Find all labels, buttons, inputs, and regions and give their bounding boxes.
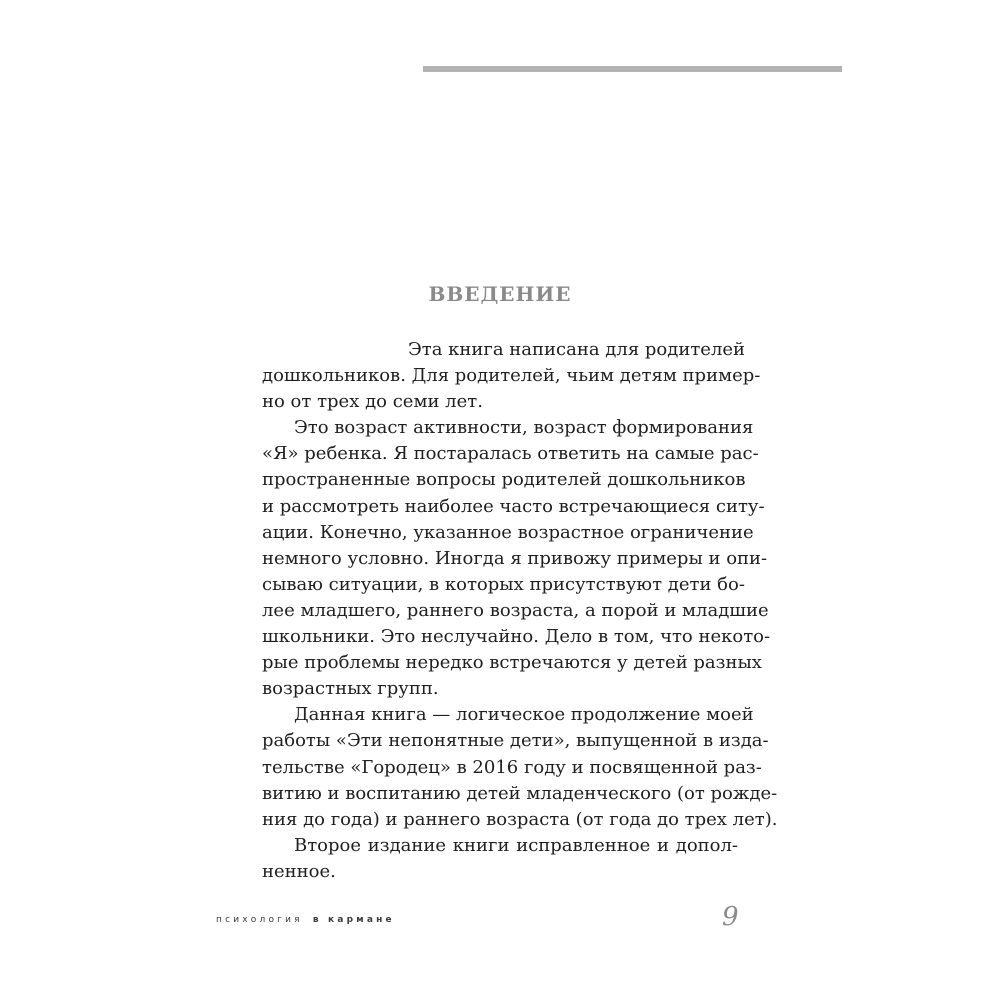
- chapter-heading: ВВЕДЕНИЕ: [428, 282, 572, 306]
- text-line: возрастных групп.: [262, 678, 439, 700]
- text-line: немного условно. Иногда я привожу примеры и опи-: [262, 547, 768, 569]
- text-line: рые проблемы нередко встречаются у детей разных: [262, 652, 762, 674]
- series-title: [216, 915, 395, 925]
- text-line: лее младшего, раннего возраста, а порой и младшие: [262, 599, 769, 621]
- chapter-body: [262, 337, 778, 885]
- text-line: ния до года) и раннего возраста (от года до трех лет).: [262, 808, 778, 830]
- series-title-regular: психология: [216, 915, 303, 925]
- text-line: тельстве «Городец» в 2016 году и посвященной раз-: [262, 756, 762, 778]
- text-line: Второе издание книги исправленное и допол-: [294, 834, 738, 856]
- series-title-bold: в кармане: [312, 915, 395, 925]
- text-line: школьники. Это неслучайно. Дело в том, что некото-: [262, 626, 771, 648]
- page-number: 9: [722, 902, 739, 932]
- text-line: «Я» ребенка. Я постаралась ответить на самые рас-: [262, 443, 759, 465]
- text-line: ненное.: [262, 860, 336, 882]
- text-line: но от трех до семи лет.: [262, 391, 483, 413]
- text-line: ации. Конечно, указанное возрастное ограничение: [262, 521, 754, 543]
- text-line: Данная книга — логическое продолжение моей: [294, 704, 754, 726]
- text-line: работы «Эти непонятные дети», выпущенной в изда-: [262, 730, 769, 752]
- text-line: витию и воспитанию детей младенческого (от рожде-: [262, 782, 778, 804]
- text-line: дошкольников. Для родителей, чьим детям пример-: [262, 365, 761, 387]
- top-decorative-rule: [423, 66, 842, 72]
- text-line: Это возраст активности, возраст формирования: [294, 417, 754, 439]
- text-line: сываю ситуации, в которых присутствуют дети бо-: [262, 573, 745, 595]
- text-line: Эта книга написана для родителей: [408, 339, 746, 360]
- text-line: пространенные вопросы родителей дошкольников: [262, 469, 746, 491]
- text-line: и рассмотреть наиболее часто встречающиеся ситу-: [262, 495, 765, 517]
